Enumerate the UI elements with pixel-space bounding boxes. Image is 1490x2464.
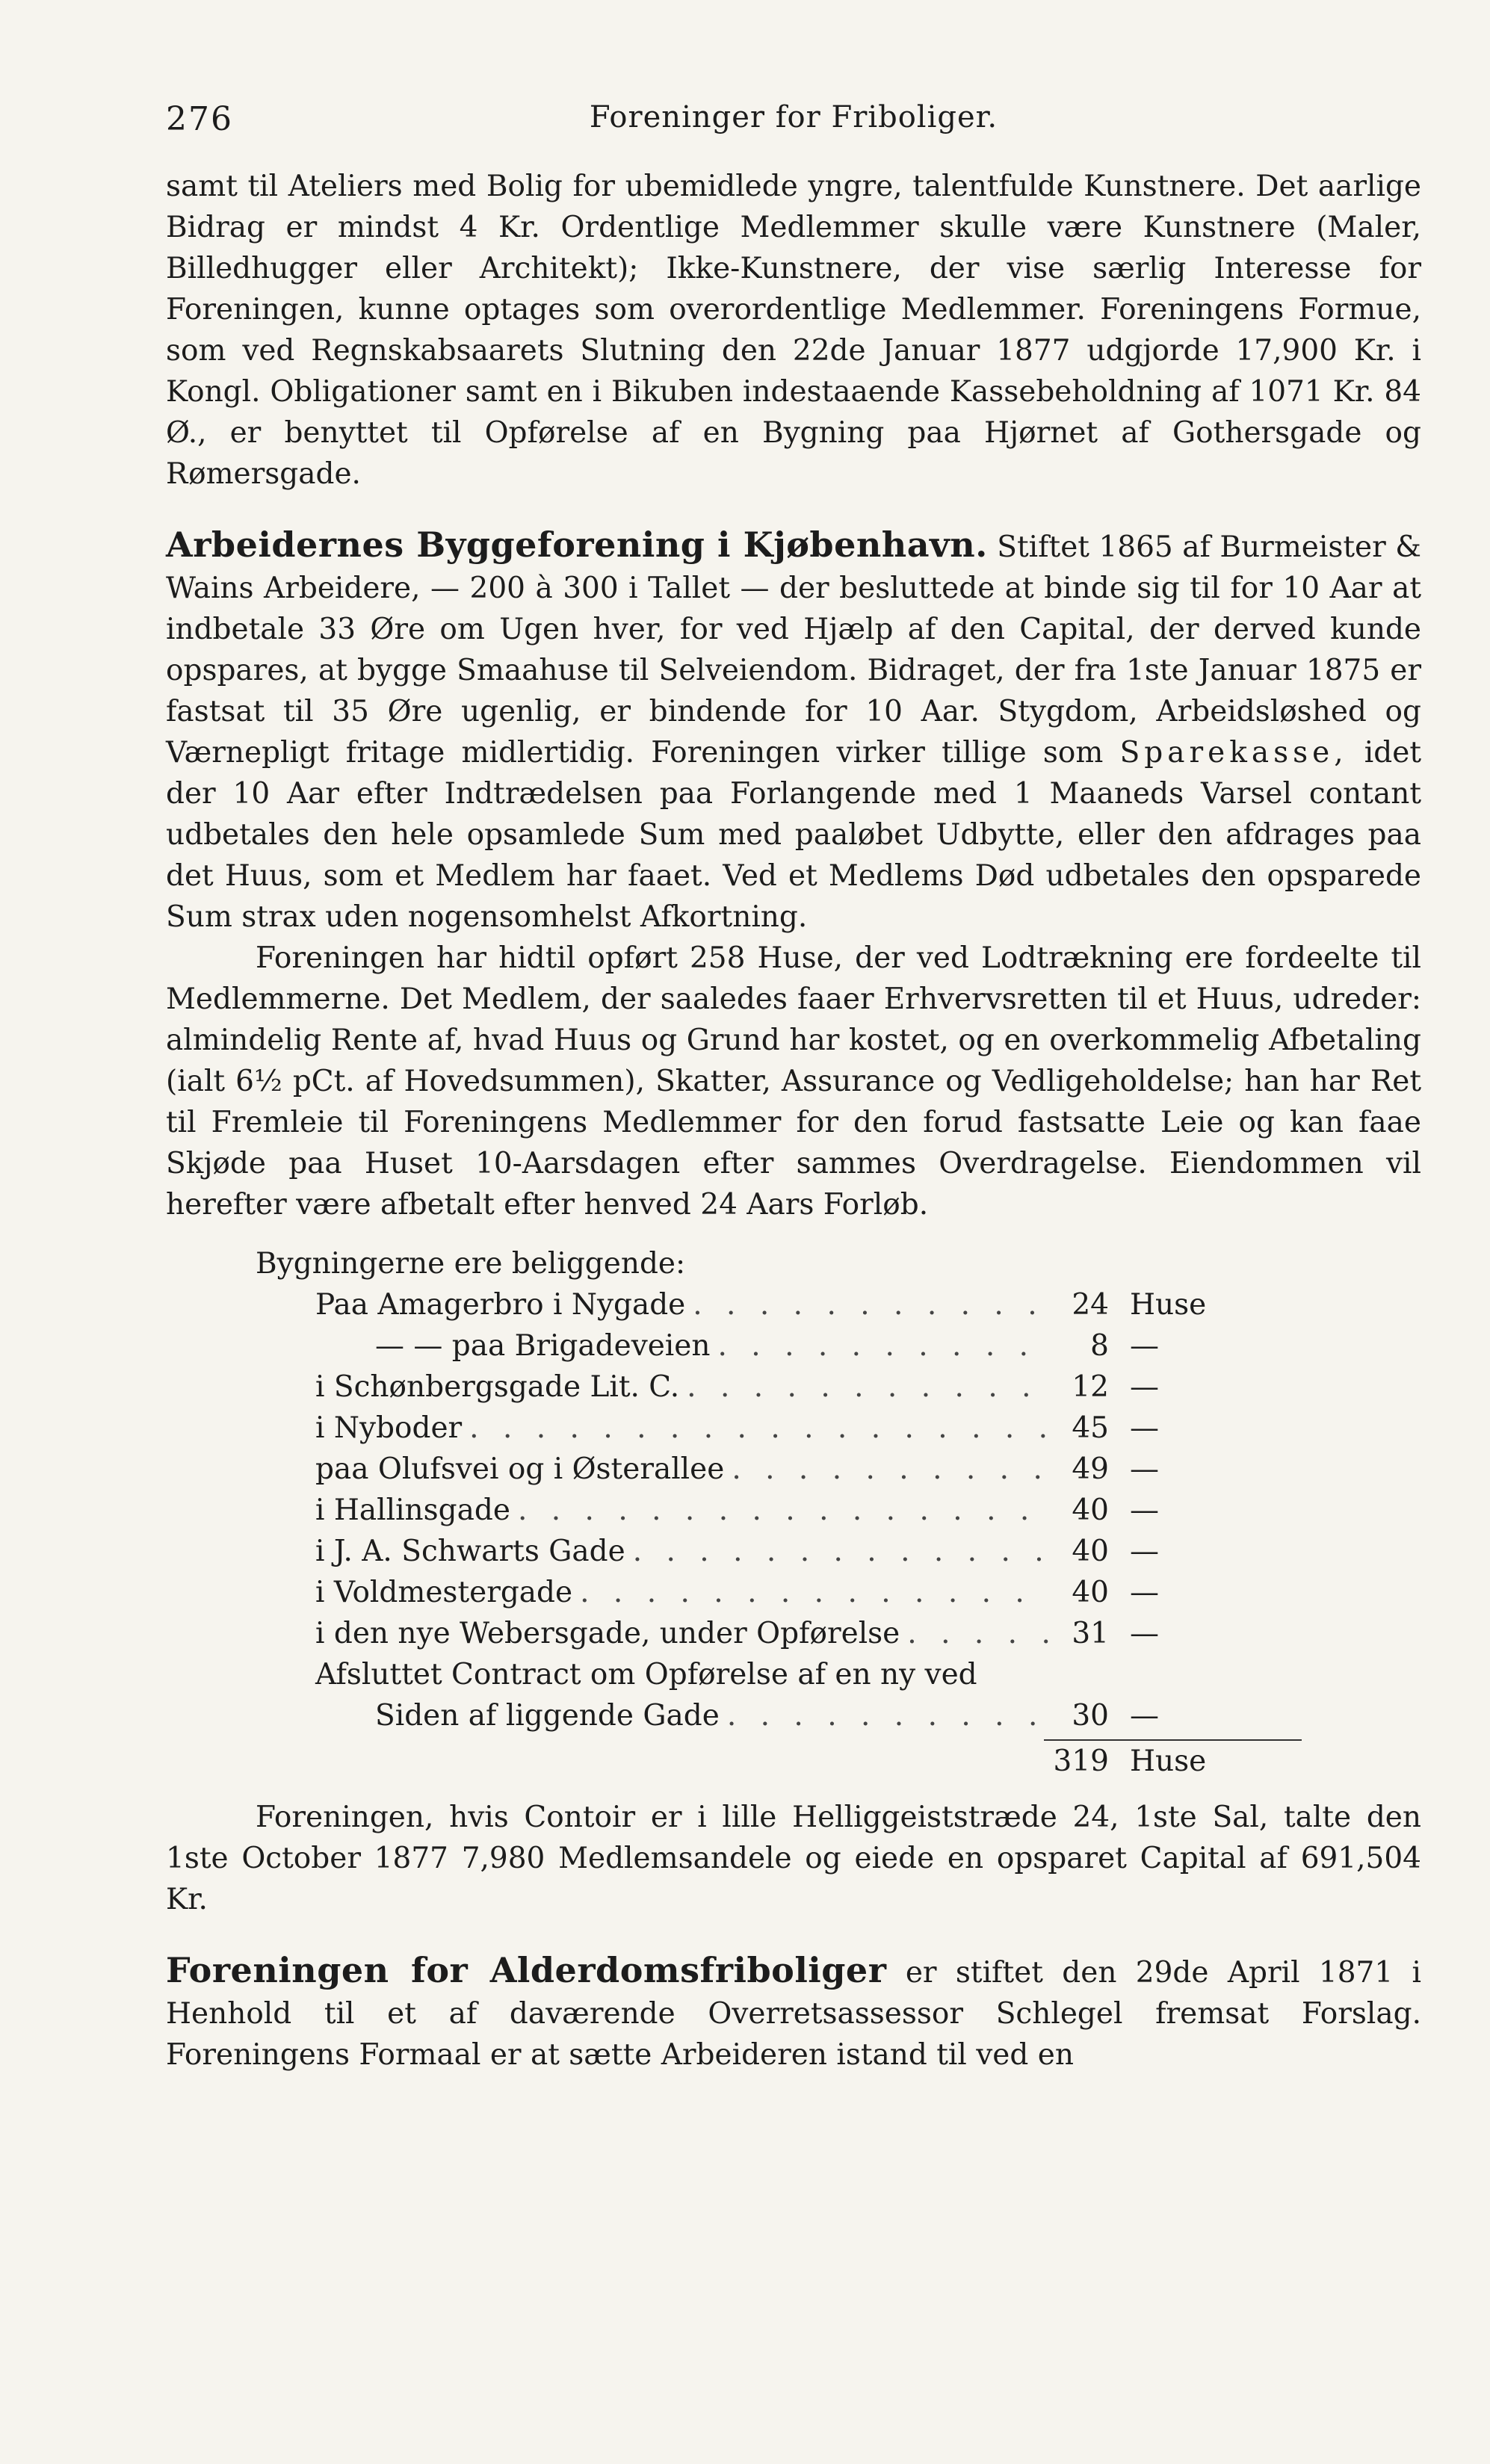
page-number: 276: [166, 100, 233, 138]
list-item: [315, 1408, 1234, 1449]
section-byggeforening: [166, 524, 1421, 938]
list-item-count: 40: [1072, 1576, 1109, 1609]
total-count: 319: [1053, 1745, 1109, 1778]
buildings-intro: Bygningerne ere beliggende:: [256, 1247, 686, 1281]
running-title: Foreninger for Friboliger.: [589, 100, 998, 134]
buildings-list: [315, 1284, 1234, 1736]
list-item: [315, 1572, 1234, 1613]
page: [166, 82, 1421, 2075]
section-text: er stiftet den 29de April 1871 i Henhold til et af daværende Overretsassessor Schlegel fremsat Forslag. Foreningens Formaal er at sætte Arbeideren istand til ved en: [166, 1956, 1421, 2072]
leader-dots: [580, 1572, 1049, 1613]
section-alderdomsfriboliger: [166, 1950, 1421, 2075]
section-text-sparekasse: Sparekasse,: [1119, 736, 1348, 770]
total-row: [315, 1741, 1234, 1782]
list-item-label: Siden af liggende Gade: [375, 1699, 720, 1733]
list-item-unit: —: [1130, 1617, 1159, 1650]
list-item-count: 31: [1072, 1617, 1109, 1650]
section-text-part2: idet der 10 Aar efter Indtrædelsen paa Forlangende med 1 Maaneds Varsel contant udbetales den hele opsamlede Sum med paaløbet Udbytte, eller den afdrages paa det Huus, som et Medlem har faaet. Ved et Medlems Død udbetales den opsparede Sum strax uden nogensomhelst Afkortning.: [166, 736, 1421, 934]
leader-dots: [717, 1325, 1049, 1366]
list-item-label: i den nye Webersgade, under Opførelse: [315, 1617, 900, 1650]
list-item-label: i Voldmestergade: [315, 1576, 573, 1609]
section-heading-alderdomsfriboliger: Foreningen for Alderdomsfriboliger: [166, 1950, 887, 1990]
paragraph-contoir: Foreningen, hvis Contoir er i lille Helliggeiststræde 24, 1ste Sal, talte den 1ste October 1877 7,980 Medlemsandele og eiede en opsparet Capital af 691,504 Kr.: [166, 1801, 1421, 1916]
list-item-unit: —: [1130, 1411, 1159, 1445]
total-unit: Huse: [1130, 1745, 1207, 1778]
list-item-unit: —: [1130, 1699, 1159, 1733]
leader-dots: [693, 1284, 1049, 1325]
leader-dots: [518, 1490, 1049, 1531]
list-item-label: i J. A. Schwarts Gade: [315, 1535, 625, 1568]
list-item-count: 49: [1072, 1452, 1109, 1486]
list-item-count: 30: [1072, 1699, 1109, 1733]
list-item-unit: Huse: [1130, 1288, 1207, 1322]
list-item-label: i Nyboder: [315, 1411, 463, 1445]
list-item-unit: —: [1130, 1535, 1159, 1568]
intro-paragraph: samt til Ateliers med Bolig for ubemidlede yngre, talentfulde Kunstnere. Det aarlige Bidrag er mindst 4 Kr. Ordentlige Medlemmer skulle være Kunstnere (Maler, Billedhugger eller Architekt); Ikke-Kunstnere, der vise særlig Interesse for Foreningen, kunne optages som overordentlige Medlemmer. Foreningens Formue, som ved Regnskabsaarets Slutning den 22de Januar 1877 udgjorde 17,900 Kr. i Kongl. Obligationer samt en i Bikuben indestaaende Kassebeholdning af 1071 Kr. 84 Ø., er benyttet til Opførelse af en Bygning paa Hjørnet af Gothersgade og Rømersgade.: [166, 170, 1421, 491]
list-item-label: i Schønbergsgade Lit. C.: [315, 1370, 680, 1404]
running-head: [166, 82, 1421, 149]
list-item-contract-line1: [315, 1654, 1234, 1695]
list-item: [315, 1284, 1234, 1325]
list-item-label: paa Olufsvei og i Østerallee: [315, 1452, 725, 1486]
list-item: [315, 1325, 1234, 1366]
section-heading-byggeforening: Arbeidernes Byggeforening i Kjøbenhavn.: [166, 524, 988, 565]
list-item-label: i Hallinsgade: [315, 1493, 510, 1527]
list-item-count: 24: [1072, 1288, 1109, 1322]
leader-dots: [732, 1449, 1049, 1490]
list-item-unit: —: [1130, 1576, 1159, 1609]
section-text-part1: Stiftet 1865 af Burmeister & Wains Arbeidere, — 200 à 300 i Tallet — der besluttede at binde sig til for 10 Aar at indbetale 33 Øre om Ugen hver, for ved Hjælp af den Capital, der derved kunde opspares, at bygge Smaahuse til Selveiendom. Bidraget, der fra 1ste Januar 1875 er fastsat til 35 Øre ugenlig, er bindende for 10 Aar. Stygdom, Arbeidsløshed og Værnepligt fritage midlertidig. Foreningen virker tillige som: [166, 530, 1421, 770]
list-item-unit: —: [1130, 1329, 1159, 1363]
list-item: [315, 1613, 1234, 1654]
list-item: [315, 1531, 1234, 1572]
list-item: [315, 1449, 1234, 1490]
leader-dots: [727, 1695, 1049, 1736]
paragraph-lottery: Foreningen har hidtil opført 258 Huse, der ved Lodtrækning ere fordeelte til Medlemmerne. Det Medlem, der saaledes faaer Erhvervsretten til et Huus, udreder: almindelig Rente af, hvad Huus og Grund har kostet, og en overkommelig Afbetaling (ialt 6½ pCt. af Hovedsummen), Skatter, Assurance og Vedligeholdelse; han har Ret til Fremleie til Foreningens Medlemmer for den forud fastsatte Leie og kan faae Skjøde paa Huset 10-Aarsdagen efter sammes Overdragelse. Eiendommen vil herefter være afbetalt efter henved 24 Aars Forløb.: [166, 941, 1421, 1222]
list-item-count: 40: [1072, 1535, 1109, 1568]
list-item-label: Paa Amagerbro i Nygade: [315, 1288, 686, 1322]
list-item-unit: —: [1130, 1493, 1159, 1527]
list-item-count: 40: [1072, 1493, 1109, 1527]
list-item-unit: —: [1130, 1452, 1159, 1486]
leader-dots: [469, 1408, 1049, 1449]
list-item-unit: —: [1130, 1370, 1159, 1404]
list-item-label: Afsluttet Contract om Opførelse af en ny ved: [315, 1658, 977, 1691]
list-item-label: — — paa Brigadeveien: [375, 1329, 711, 1363]
list-item-count: 45: [1072, 1411, 1109, 1445]
list-item: [315, 1366, 1234, 1408]
leader-dots: [907, 1613, 1049, 1654]
leader-dots: [633, 1531, 1049, 1572]
list-item-count: 12: [1072, 1370, 1109, 1404]
list-item-count: 8: [1090, 1329, 1109, 1363]
list-item: [315, 1490, 1234, 1531]
list-item-contract: [315, 1695, 1234, 1736]
leader-dots: [687, 1366, 1049, 1408]
